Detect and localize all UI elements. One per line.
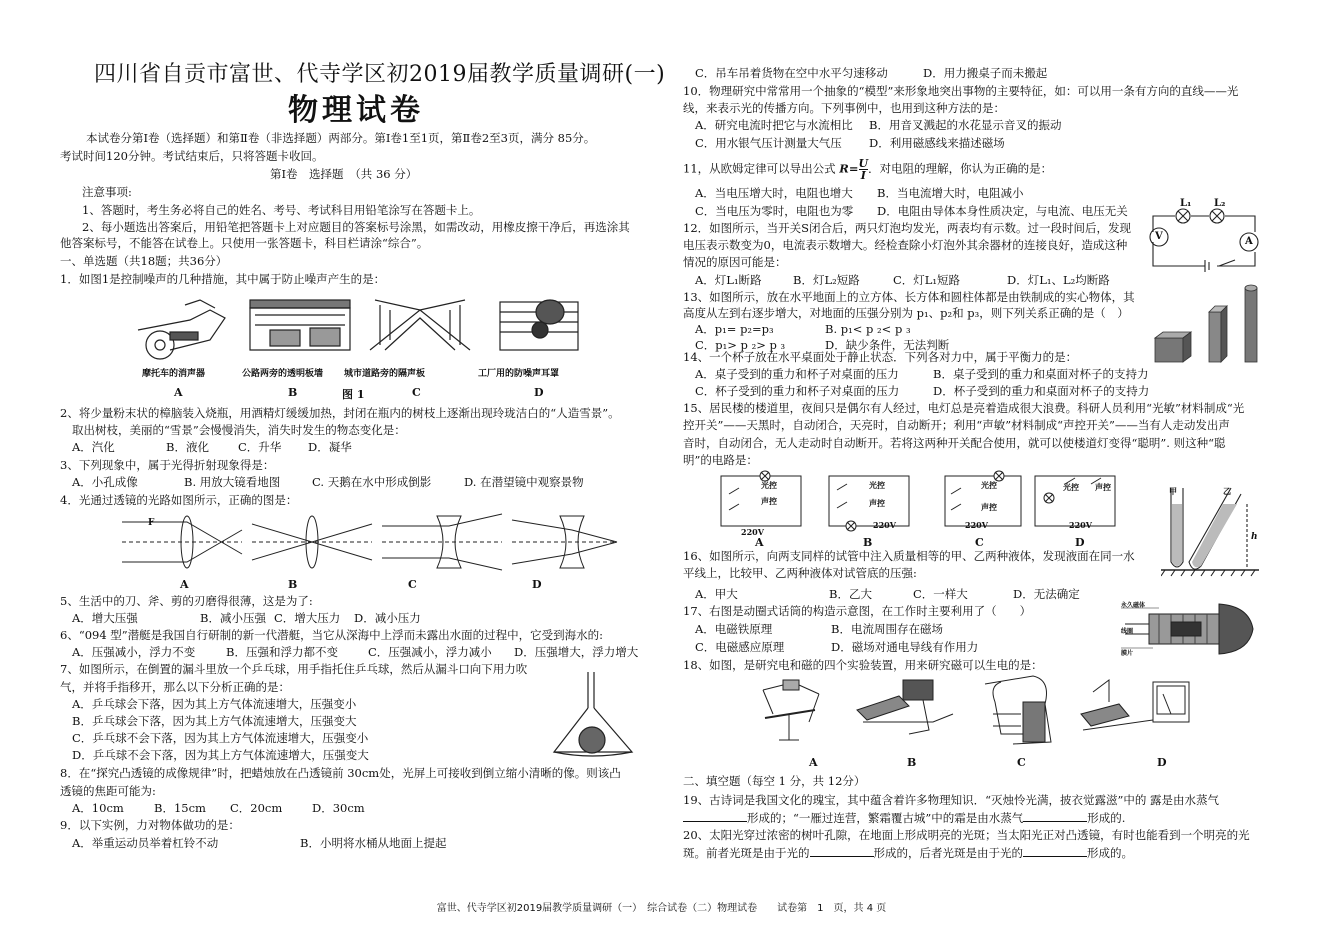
q5-option-a: A．增大压强	[72, 611, 138, 625]
q16-label-jia: 甲	[1169, 486, 1177, 496]
q12-stem-3: 情况的原因可能是：	[683, 255, 787, 269]
q12-stem-2: 电压表示数变为0，电流表示数增大。经检查除小灯泡外其余器材的连接良好，造成这种	[683, 238, 1128, 252]
note-2b: 他答案标号，不能答在试卷上。只使用一张答题卡，科目栏请涂“综合”。	[60, 236, 429, 250]
q19-blank-1[interactable]	[683, 810, 747, 822]
q20-line-1: 20、太阳光穿过浓密的树叶孔隙，在地面上形成明亮的光斑；当太阳光正对凸透镜，有时也能看到一个明亮的光	[683, 828, 1250, 842]
q3-option-a: A．小孔成像	[72, 475, 138, 489]
q15-b-sound-switch: 声控	[869, 498, 885, 508]
q8-option-c: C．20cm	[230, 801, 283, 815]
q1-caption-b: 公路两旁的透明板墙	[242, 369, 324, 379]
q18-stem: 18、如图，是研究电和磁的四个实验装置，用来研究磁可以生电的是：	[683, 658, 1043, 672]
q10-option-a: A．研究电流时把它与水流相比	[695, 118, 853, 132]
q6-option-b: B．压强和浮力都不变	[226, 645, 338, 659]
q16-option-d: D．无法确定	[1013, 587, 1080, 601]
q9-option-c: C．吊车吊着货物在空中水平匀速移动	[695, 66, 888, 80]
q15-d-light-switch: 光控	[1063, 482, 1079, 492]
q9-stem: 9．以下实例，力对物体做功的是：	[60, 818, 240, 832]
exam-title: 四川省自贡市富世、代寺学区初2019届教学质量调研(一)	[94, 62, 666, 87]
q15-letter-b: B	[863, 536, 873, 549]
q12-option-a: A．灯L₁断路	[695, 273, 762, 287]
q11-stem-post: ．对电阻的理解，你认为正确的是：	[868, 161, 1053, 176]
q17-label-coil: 线圈	[1121, 628, 1134, 635]
part-1-heading: 第Ⅰ卷 选择题 （共 36 分）	[270, 167, 418, 181]
q8-option-d: D．30cm	[312, 801, 365, 815]
q19-line-2b: 形成的.	[1087, 811, 1126, 825]
note-2a: 2、每小题选出答案后，用铅笔把答题卡上对应题目的答案标号涂黑，如需改动，用橡皮擦干净后，再选涂其	[82, 220, 630, 234]
q1-letter-b: B	[288, 386, 298, 399]
q3-option-d: D. 在潜望镜中观察景物	[464, 475, 584, 489]
q16-test-tubes-figure	[1161, 484, 1261, 580]
q13-option-a: A．p₁= p₂=p₃	[695, 322, 774, 336]
q15-letter-c: C	[975, 536, 984, 549]
q12-option-b: B．灯L₂短路	[793, 273, 860, 287]
q15-a-voltage: 220V	[741, 527, 764, 537]
q11-formula-den: I	[860, 169, 866, 182]
q17-option-c: C．电磁感应原理	[695, 640, 785, 654]
q11-option-b: B．当电流增大时，电阻减小	[877, 186, 1024, 200]
q11-formula-num: U	[858, 157, 869, 170]
section-2-heading: 二、填空题（每空 1 分，共 12分）	[683, 774, 866, 788]
q7-stem-2: 气，并将手指移开，那么以下分析正确的是：	[60, 680, 290, 694]
intro-line-2: 考试时间120分钟。考试结束后，只将答题卡收回。	[60, 149, 324, 163]
q16-stem-1: 16、如图所示，向两支同样的试管中注入质量相等的甲、乙两种液体，发现液面在同一水	[683, 549, 1135, 563]
q6-option-d: D．压强增大，浮力增大	[514, 645, 639, 659]
q7-option-a: A．乒乓球会下落，因为其上方气体流速增大，压强变小	[72, 697, 357, 711]
q17-label-diaphragm: 膜片	[1121, 650, 1134, 657]
q16-option-a: A．甲大	[695, 587, 738, 601]
q11-option-a: A．当电压增大时，电阻也增大	[695, 186, 853, 200]
q6-stem: 6、“094 型”潜艇是我国自行研制的新一代潜艇，当它从深海中上浮而未露出水面的过程中，它受到海水的:	[60, 628, 604, 642]
q12-option-d: D．灯L₁、L₂均断路	[1007, 273, 1110, 287]
q2-option-d: D．凝华	[308, 440, 352, 454]
notes-title: 注意事项:	[82, 185, 132, 199]
section-1-heading: 一、单选题（共18题；共36分）	[60, 254, 228, 268]
q8-option-b: B．15cm	[154, 801, 206, 815]
q18-letter-b: B	[907, 756, 917, 769]
q1-letter-c: C	[412, 386, 421, 399]
q15-stem-1: 15、居民楼的楼道里，夜间只是偶尔有人经过，电灯总是亮着造成很大浪费。科研人员利用“光敏”材料制成“光	[683, 401, 1245, 415]
q13-option-b: B. p₁< p ₂< p ₃	[825, 322, 911, 336]
q10-option-b: B．用音叉溅起的水花显示音叉的振动	[869, 118, 1062, 132]
q15-stem-3: 音时，自动闭合，无人走动时自动断开。若将这两种开关配合使用，就可以使楼道灯变得“聪明”. 则这种“聪	[683, 436, 1226, 450]
q2-option-c: C．升华	[238, 440, 282, 454]
q7-stem-1: 7、如图所示，在倒置的漏斗里放一个乒乓球，用手指托住乒乓球，然后从漏斗口向下用力吹	[60, 662, 528, 676]
q4-focus-label: F	[148, 518, 155, 528]
q16-label-h: h	[1251, 532, 1258, 542]
q15-letter-d: D	[1075, 536, 1085, 549]
q11-formula-fraction	[859, 158, 869, 181]
q8-stem-2: 透镜的焦距可能为:	[60, 784, 156, 798]
q15-a-sound-switch: 声控	[761, 496, 777, 506]
q9-option-b: B．小明将水桶从地面上提起	[300, 836, 447, 850]
q5-option-d: D．减小压力	[354, 611, 421, 625]
q5-stem: 5、生活中的刀、斧、剪的刃磨得很薄，这是为了:	[60, 594, 313, 608]
q14-option-a: A．桌子受到的重力和杯子对桌面的压力	[695, 367, 899, 381]
q16-option-b: B．乙大	[829, 587, 872, 601]
q19-line-1: 19、古诗词是我国文化的瑰宝，其中蕴含着许多物理知识．“灭烛怜光满，披衣觉露滋”中的 露是由水蒸气	[683, 793, 1220, 807]
q1-letter-d: D	[534, 386, 544, 399]
q6-option-c: C．压强减小，浮力减小	[368, 645, 492, 659]
q8-option-a: A．10cm	[72, 801, 124, 815]
q7-funnel-figure	[548, 668, 638, 764]
q1-caption-a: 摩托车的消声器	[142, 369, 206, 379]
q16-stem-2: 平线上，比较甲、乙两种液体对试管底的压强:	[683, 566, 917, 580]
q15-b-voltage: 220V	[873, 520, 896, 530]
q2-stem-1: 2、将少量粉末状的樟脑装入烧瓶，用酒精灯缓缓加热，封闭在瓶内的树枝上逐渐出现玲珑洁白的“人造雪景”。	[60, 406, 620, 420]
q15-a-light-switch: 光控	[761, 480, 777, 490]
q18-letter-a: A	[809, 756, 818, 769]
q16-option-c: C．一样大	[913, 587, 968, 601]
q11-stem	[683, 158, 1052, 181]
q14-option-b: B．桌子受到的重力和桌面对杯子的支持力	[933, 367, 1149, 381]
q18-letter-d: D	[1157, 756, 1167, 769]
q4-letter-b: B	[288, 578, 298, 591]
q1-caption-d: 工厂用的防噪声耳罩	[478, 369, 560, 379]
q20-blank-1[interactable]	[810, 845, 874, 857]
q3-option-b: B. 用放大镜看地图	[184, 475, 281, 489]
q5-option-c: C．增大压力	[274, 611, 341, 625]
q12-label-v: V	[1155, 231, 1163, 242]
q6-option-a: A．压强减小，浮力不变	[72, 645, 196, 659]
q4-letter-a: A	[180, 578, 189, 591]
q12-label-l2: L₂	[1214, 198, 1226, 209]
q5-option-b: B．减小压强	[200, 611, 266, 625]
q14-option-d: D．杯子受到的重力和桌面对杯子的支持力	[933, 384, 1150, 398]
q18-electromagnetism-figure	[753, 674, 1233, 756]
q15-letter-a: A	[755, 536, 764, 549]
q19-line-2	[683, 810, 1125, 825]
q16-label-yi: 乙	[1223, 486, 1231, 496]
q2-option-a: A．汽化	[72, 440, 115, 454]
q15-circuits-figure	[719, 470, 1119, 536]
q13-stem-2: 高度从左到右逐步增大，对地面的压强分别为 p₁、p₂和 p₃，则下列关系正确的是（ ）	[683, 306, 1129, 320]
q14-stem: 14、一个杯子放在水平桌面处于静止状态．下列各对力中，属于平衡力的是：	[683, 350, 1078, 364]
q12-option-c: C．灯L₁短路	[893, 273, 961, 287]
page-footer: 富世、代寺学区初2019届教学质量调研（一） 综合试卷（二）物理试卷 试卷第 1 页，共 4 页	[436, 903, 887, 914]
q3-stem: 3、下列现象中，属于光得折射现象得是：	[60, 458, 275, 472]
q1-stem: 1．如图1是控制噪声的几种措施，其中属于防止噪声产生的是：	[60, 272, 386, 286]
q20-line-2a: 斑。前者光斑是由于光的	[683, 846, 810, 860]
q7-option-c: C．乒乓球不会下落，因为其上方气体流速增大，压强变小	[72, 731, 369, 745]
q4-letter-d: D	[532, 578, 542, 591]
q1-letter-a: A	[174, 386, 183, 399]
q2-stem-2: 取出树枝，美丽的“雪景”会慢慢消失，消失时发生的物态变化是：	[72, 423, 406, 437]
q11-stem-pre: 11，从欧姆定律可以导出公式	[683, 161, 840, 176]
q8-stem-1: 8．在“探究凸透镜的成像规律”时，把蜡烛放在凸透镜前 30cm处，光屏上可接收到倒立缩小清晰的像。则该凸	[60, 766, 621, 780]
q15-b-light-switch: 光控	[869, 480, 885, 490]
q13-option-c: C．p₁> p ₂> p ₃	[695, 338, 786, 352]
q17-label-magnet: 永久磁体	[1121, 602, 1146, 609]
q15-d-sound-switch: 声控	[1095, 482, 1111, 492]
q13-solids-figure	[1153, 282, 1263, 364]
q17-option-d: D．磁场对通电导线有作用力	[831, 640, 979, 654]
q4-lens-figure	[112, 510, 622, 574]
q10-option-c: C．用水银气压计测量大气压	[695, 136, 842, 150]
q15-stem-2: 控开关”——天黑时，自动闭合，天亮时，自动断开；利用“声敏”材料制成“声控开关”——当有人走动发出声	[683, 418, 1230, 432]
q12-label-l1: L₁	[1180, 198, 1192, 209]
q15-c-sound-switch: 声控	[981, 502, 997, 512]
q11-option-d: D．电阻由导体本身性质决定，与电流、电压无关	[877, 204, 1128, 218]
q10-option-d: D．利用磁感线来描述磁场	[869, 136, 1005, 150]
q4-letter-c: C	[408, 578, 417, 591]
q19-line-2a: 形成的；“一雁过连营，繁霜覆古城”中的霜是由水蒸气	[747, 811, 1024, 825]
q4-stem: 4．光通过透镜的光路如图所示，正确的图是：	[60, 493, 298, 507]
q11-formula-eq: =	[848, 161, 859, 176]
q11-formula-r: R	[839, 161, 849, 176]
q7-option-b: B．乒乓球会下落，因为其上方气体流速增大，压强变大	[72, 714, 357, 728]
q15-d-voltage: 220V	[1069, 520, 1092, 530]
q9-option-a: A．举重运动员举着杠铃不动	[72, 836, 219, 850]
q12-label-a: A	[1245, 236, 1253, 247]
q7-option-d: D．乒乓球不会下落，因为其上方气体流速增大，压强变大	[72, 748, 369, 762]
q20-line-2b: 形成的，后者光斑是由于光的	[873, 846, 1023, 860]
q17-stem: 17、右图是动圈式话筒的构造示意图，在工作时主要利用了（ ）	[683, 604, 1032, 618]
q13-option-d: D．缺少条件，无法判断	[825, 338, 950, 352]
q1-figure-label: 图 1	[342, 388, 365, 401]
note-1: 1、答题时，考生务必将自己的姓名、考号、考试科目用铅笔涂写在答题卡上。	[82, 203, 481, 217]
q14-option-c: C．杯子受到的重力和杯子对桌面的压力	[695, 384, 900, 398]
q13-stem-1: 13、如图所示，放在水平地面上的立方体、长方体和圆柱体都是由铁制成的实心物体，其	[683, 290, 1135, 304]
q11-option-c: C．当电压为零时，电阻也为零	[695, 204, 854, 218]
q15-c-voltage: 220V	[965, 520, 988, 530]
exam-subject: 物理试卷	[288, 93, 424, 128]
q12-stem-1: 12．如图所示，当开关S闭合后，两只灯泡均发光，两表均有示数。过一段时间后，发现	[683, 221, 1132, 235]
q19-blank-2[interactable]	[1023, 810, 1087, 822]
q1-caption-c: 城市道路旁的隔声板	[344, 369, 426, 379]
q10-stem-2: 线，来表示光的传播方向。下列事例中，也用到这种方法的是：	[683, 101, 1005, 115]
q17-option-a: A．电磁铁原理	[695, 622, 773, 636]
q15-c-light-switch: 光控	[981, 480, 997, 490]
q3-option-c: C. 天鹅在水中形成倒影	[312, 475, 432, 489]
q18-letter-c: C	[1017, 756, 1026, 769]
intro-line-1: 本试卷分第Ⅰ卷（选择题）和第Ⅱ卷（非选择题）两部分。第Ⅰ卷1至1页，第Ⅱ卷2至3页，满分 85分。	[86, 131, 596, 145]
q2-option-b: B．液化	[166, 440, 209, 454]
q9-option-d: D．用力搬桌子而未搬起	[923, 66, 1048, 80]
q20-line-2c: 形成的。	[1087, 846, 1133, 860]
q20-blank-2[interactable]	[1023, 845, 1087, 857]
q10-stem-1: 10．物理研究中常常用一个抽象的“模型”来形象地突出事物的主要特征，如：可以用一条有方向的直线——光	[683, 84, 1239, 98]
q15-stem-4: 明”的电路是：	[683, 453, 758, 467]
q20-line-2	[683, 845, 1133, 860]
q17-option-b: B．电流周围存在磁场	[831, 622, 943, 636]
